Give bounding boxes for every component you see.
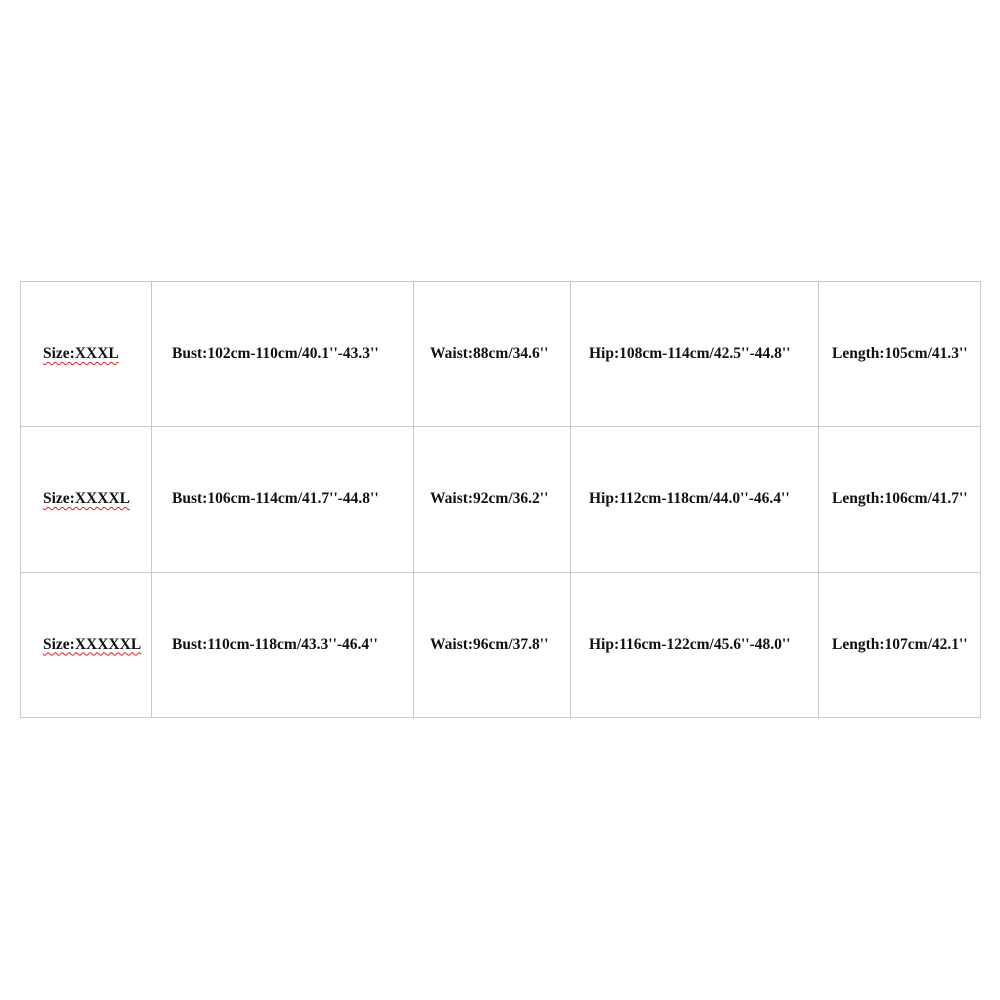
- size-label: Size:XXXXXL: [43, 635, 142, 653]
- cell-length: Length:105cm/41.3'': [819, 282, 981, 427]
- size-label: Size:XXXXL: [43, 490, 130, 508]
- cell-length: Length:106cm/41.7'': [819, 427, 981, 572]
- cell-bust: Bust:106cm-114cm/41.7''-44.8'': [152, 427, 414, 572]
- cell-size: [21, 572, 152, 717]
- table-row: [21, 282, 981, 427]
- cell-waist: Waist:96cm/37.8'': [414, 572, 571, 717]
- cell-waist: Waist:92cm/36.2'': [414, 427, 571, 572]
- table-row: [21, 427, 981, 572]
- size-chart-body: [21, 282, 981, 718]
- cell-bust: Bust:102cm-110cm/40.1''-43.3'': [152, 282, 414, 427]
- cell-length: Length:107cm/42.1'': [819, 572, 981, 717]
- cell-hip: Hip:112cm-118cm/44.0''-46.4'': [571, 427, 819, 572]
- cell-size: [21, 282, 152, 427]
- cell-hip: Hip:116cm-122cm/45.6''-48.0'': [571, 572, 819, 717]
- size-label: Size:XXXL: [43, 344, 119, 362]
- cell-hip: Hip:108cm-114cm/42.5''-44.8'': [571, 282, 819, 427]
- table-row: [21, 572, 981, 717]
- cell-bust: Bust:110cm-118cm/43.3''-46.4'': [152, 572, 414, 717]
- cell-size: [21, 427, 152, 572]
- size-chart-table: [20, 281, 981, 718]
- size-chart-container: [20, 281, 980, 718]
- cell-waist: Waist:88cm/34.6'': [414, 282, 571, 427]
